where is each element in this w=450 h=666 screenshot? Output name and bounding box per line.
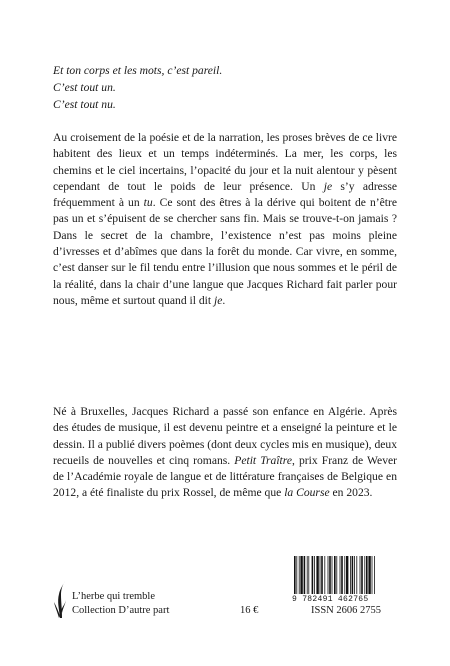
blurb-text-4: .	[222, 293, 226, 307]
bio-title-petit-traitre: Petit Traître	[234, 453, 293, 467]
publisher-info	[72, 590, 169, 617]
blurb-text-1: Au croisement de la poésie et de la narration, les proses brèves de ce livre habitent des lieux et un temps indéterminés. La mer, les corps, les chemins et le ciel incertains, l’opacité du jour et la nuit alentour y pèsent cependant de tout le poids de leur présence. Un	[53, 131, 397, 193]
blurb-emphasis-je-final: je	[214, 293, 223, 307]
isbn-barcode-block	[292, 556, 400, 605]
book-blurb	[53, 130, 397, 309]
epigraph-line-1: Et ton corps et les mots, c’est pareil.	[53, 64, 223, 77]
collection-name: Collection D’autre part	[72, 604, 170, 616]
bio-title-la-course: la Course	[284, 486, 330, 500]
epigraph	[53, 62, 393, 113]
barcode-icon	[292, 556, 400, 594]
issn: ISSN 2606 2755	[311, 605, 382, 616]
epigraph-line-3: C’est tout nu.	[53, 98, 116, 111]
blurb-text-2: s’y adresse fréquemment à un	[53, 179, 397, 210]
price: 16 €	[240, 605, 259, 616]
blurb-text-3: . Ce sont des êtres à la dérive qui boitent de n’être pas un et s’épuisent de se chercher sans fin. Mais se trouve-t-on jamais ? Dans le secret de la chambre, l’existence n’est pas moins pleine d’ivresses et d’abîmes que dans la forêt du monde. Car vivre, en somme, c’est danser sur le fil tendu entre l’illusion que nous sommes et le péril de la réalité, dans la chair d’une langue que Jacques Richard fait parler pour nous, même et surtout quand il dit	[53, 196, 397, 307]
blurb-emphasis-je: je	[323, 179, 333, 193]
publisher-name: L’herbe qui tremble	[72, 591, 156, 602]
bio-text-2: , prix Franz de Wever de l’Académie royale de langue et de littérature françaises de Belgique en 2012, a été finaliste du prix Rossel, de même que	[53, 453, 397, 500]
author-bio	[53, 404, 397, 502]
bio-text-3: en 2023.	[329, 486, 373, 500]
blurb-emphasis-tu: tu	[143, 196, 153, 210]
bio-text-1: Né à Bruxelles, Jacques Richard a passé son enfance en Algérie. Après des études de musique, il est devenu peintre et a enseigné la peinture et le dessin. Il a publié divers poèmes (dont deux cycles mis en musique), deux recueils de nouvelles et cinq romans.	[53, 405, 397, 467]
isbn-number: 9 782491 462765	[292, 595, 369, 604]
grass-blade-icon	[53, 580, 67, 618]
epigraph-line-2: C’est tout un.	[53, 81, 116, 94]
